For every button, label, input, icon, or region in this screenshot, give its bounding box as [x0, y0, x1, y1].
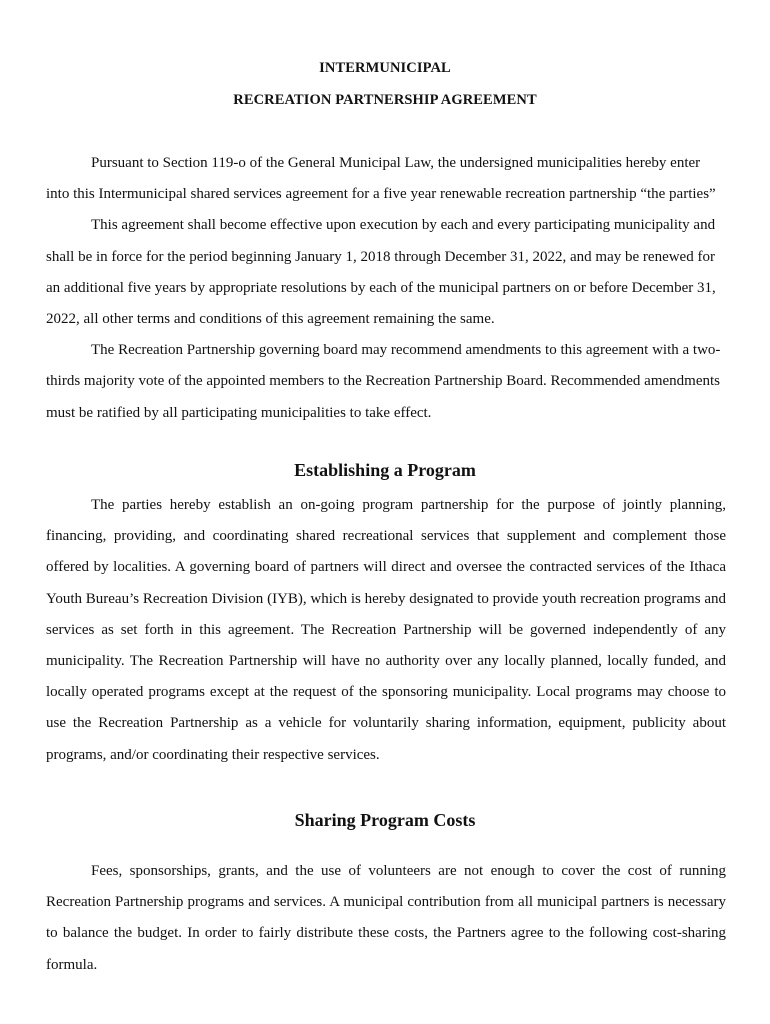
- establishing-paragraph: The parties hereby establish an on-going program partnership for the purpose of jointly planning, financing, providing, and coordinating shared recreational services that supplement and complement those offered by localities. A governing board of partners will direct and oversee the contracted services of the Ithaca Youth Bureau’s Recreation Division (IYB), which is hereby designated to provide youth recreation programs and services as set forth in this agreement. The Recreation Partnership will be governed independently of any municipality. The Recreation Partnership will have no authority over any locally planned, locally funded, and locally operated programs except at the request of the sponsoring municipality. Local programs may choose to use the Recreation Partnership as a vehicle for voluntarily sharing information, equipment, publicity about programs, and/or coordinating their respective services.: [46, 497, 726, 763]
- sharing-costs-section: [46, 856, 726, 981]
- intro-paragraph-2: This agreement shall become effective upon execution by each and every participating municipality and shall be in force for the period beginning January 1, 2018 through December 31, 2022, and may be renewed for an additional five years by appropriate resolutions by each of the municipal partners on or before December 31, 2022, all other terms and conditions of this agreement remaining the same.: [46, 217, 716, 328]
- document-title-line-2: RECREATION PARTNERSHIP AGREEMENT: [233, 92, 537, 108]
- document-title-line-1: INTERMUNICIPAL: [319, 60, 451, 76]
- intro-section: [46, 148, 726, 429]
- intro-paragraph-1: Pursuant to Section 119-o of the General Municipal Law, the undersigned municipalities hereby enter into this Intermunicipal shared services agreement for a five year renewable recreation partnership “the parties”: [46, 155, 716, 203]
- section-heading-establishing: Establishing a Program: [294, 460, 476, 480]
- intro-paragraph-3: The Recreation Partnership governing board may recommend amendments to this agreement with a two-thirds majority vote of the appointed members to the Recreation Partnership Board. Recommended amendments must be ratified by all participating municipalities to take effect.: [46, 342, 721, 421]
- section-heading-sharing-costs: Sharing Program Costs: [294, 810, 476, 830]
- sharing-costs-paragraph: Fees, sponsorships, grants, and the use of volunteers are not enough to cover the cost of running Recreation Partnership programs and services. A municipal contribution from all municipal partners is necessary to balance the budget. In order to fairly distribute these costs, the Partners agree to the following cost-sharing formula.: [46, 863, 726, 973]
- establishing-section: [46, 490, 726, 771]
